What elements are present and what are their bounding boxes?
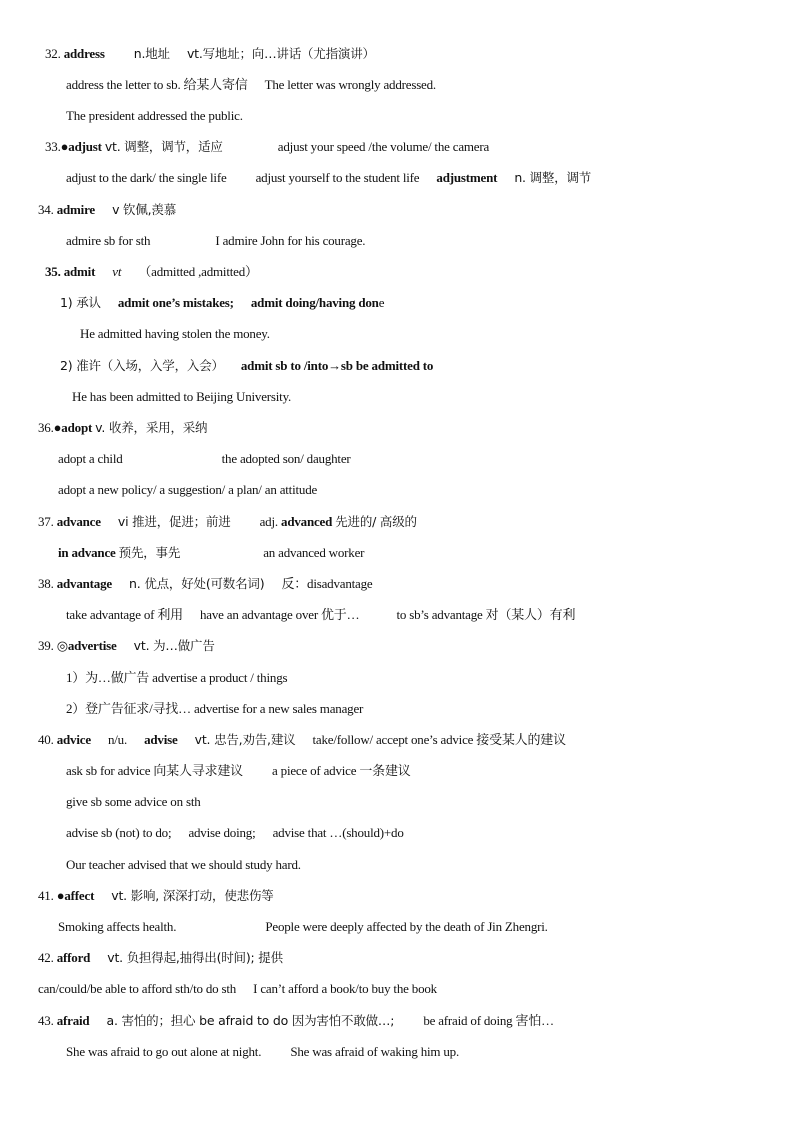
definition: 先进的/ 高级的 (335, 514, 417, 529)
entry-42-example (38, 980, 437, 998)
entry-number: 42. (38, 950, 54, 965)
example-text: adjust your speed /the volume/ the camera (277, 139, 490, 154)
definition: vi 推进，促进；前进 (117, 514, 231, 529)
example-text: 1）为…做广告 advertise a product / things (66, 670, 288, 685)
definition: v 钦佩,羡慕 (112, 202, 177, 217)
entry-number: 32. (45, 46, 61, 61)
headword: advice (56, 732, 91, 747)
part-of-speech: n/u. (107, 732, 128, 747)
example-text: take/follow/ accept one’s advice 接受某人的建议 (312, 732, 566, 747)
usage-pattern: admit doing/having don (250, 295, 379, 310)
entry-40-heading (38, 731, 566, 749)
entry-number: 35. (45, 264, 61, 279)
definition: n. 优点，好处(可数名词) (129, 576, 265, 591)
example-text: I admire John for his courage. (215, 233, 366, 248)
entry-35-heading (45, 263, 258, 281)
entry-33-example (66, 169, 591, 187)
definition: n. 调整，调节 (514, 170, 592, 185)
definition: vt. 忠告,劝告,建议 (194, 732, 296, 747)
entry-40-example (66, 793, 201, 811)
example-text: The letter was wrongly addressed. (264, 77, 436, 92)
example-text: The president addressed the public. (66, 108, 243, 123)
example-text: adjust yourself to the student life (255, 170, 420, 185)
headword: advance (56, 514, 101, 529)
entry-40-example (66, 824, 404, 842)
entry-number: 39. (38, 638, 54, 653)
entry-38-heading (38, 575, 373, 593)
definition: vt. 负担得起,抽得出(时间); 提供 (107, 950, 283, 965)
example-text: 2）登广告征求/寻找… advertise for a new sales manager (66, 701, 364, 716)
phrase: in advance (58, 545, 116, 560)
entry-number: 36. (38, 420, 54, 435)
part-of-speech: vt (112, 264, 122, 279)
definition: a. 害怕的；担心 be afraid to do 因为害怕不敢做…; (106, 1013, 395, 1028)
example-text: give sb some advice on sth (66, 794, 201, 809)
headword: ◎advertise (56, 638, 117, 653)
example-text: ask sb for advice 向某人寻求建议 (66, 763, 243, 778)
entry-number: 41. (38, 888, 54, 903)
example-text: She was afraid of waking him up. (290, 1044, 460, 1059)
headword: ●adjust (60, 139, 102, 154)
derived-word: adjustment (436, 170, 498, 185)
example-text: I can’t afford a book/to buy the book (253, 981, 437, 996)
headword: address (63, 46, 105, 61)
entry-40-example (66, 762, 411, 780)
example-text: She was afraid to go out alone at night. (66, 1044, 262, 1059)
entry-39-sense-2 (66, 700, 363, 718)
definition: vt.写地址；向…讲话（尤指演讲） (186, 46, 375, 61)
entry-32-heading (45, 45, 375, 63)
headword: advantage (56, 576, 112, 591)
entry-35-sense-2 (60, 357, 433, 375)
example-text: adjust to the dark/ the single life (66, 170, 227, 185)
headword: admit (63, 264, 96, 279)
word-forms: （admitted ,admitted） (138, 264, 258, 279)
example-text: a piece of advice 一条建议 (272, 763, 411, 778)
example-text: People were deeply affected by the death of Jin Zhengri. (265, 919, 548, 934)
entry-32-example (66, 76, 436, 94)
entry-41-heading (38, 887, 274, 905)
headword: afraid (56, 1013, 90, 1028)
antonym: 反：disadvantage (281, 576, 373, 591)
definition: vt. 调整，调节，适应 (104, 139, 223, 154)
entry-36-example (58, 481, 317, 499)
example-text: have an advantage over 优于… (200, 607, 360, 622)
entry-39-sense-1 (66, 669, 287, 687)
example-text: adopt a new policy/ a suggestion/ a plan/ an attitude (58, 482, 318, 497)
entry-34-example (66, 232, 365, 250)
sense-label: 2) 准许（入场，入学，入会） (60, 358, 224, 373)
headword: afford (56, 950, 91, 965)
entry-number: 37. (38, 514, 54, 529)
usage-pattern: admit one’s mistakes; (117, 295, 234, 310)
entry-32-example (66, 107, 243, 125)
entry-number: 43. (38, 1013, 54, 1028)
example-text: advise that …(should)+do (272, 825, 404, 840)
usage-pattern: admit sb to /into→sb be admitted to (240, 358, 434, 373)
entry-35-sense-1 (60, 294, 384, 312)
entry-43-example (66, 1043, 459, 1061)
headword: ●adopt (53, 420, 93, 435)
entry-36-example (58, 450, 351, 468)
example-text: advise sb (not) to do; (66, 825, 172, 840)
entry-35-sense-1-example (80, 325, 270, 343)
part-of-speech: adj. (259, 514, 278, 529)
entry-39-heading (38, 637, 215, 655)
headword: admire (56, 202, 95, 217)
definition: n.地址 (133, 46, 170, 61)
example-text: Our teacher advised that we should study hard. (66, 857, 301, 872)
example-text: take advantage of 利用 (66, 607, 183, 622)
entry-42-heading (38, 949, 283, 967)
example-text: Smoking affects health. (58, 919, 177, 934)
entry-number: 38. (38, 576, 54, 591)
example-text: can/could/be able to afford sth/to do sth (38, 981, 237, 996)
example-text: adopt a child (58, 451, 123, 466)
entry-41-example (58, 918, 548, 936)
example-text: advise doing; (188, 825, 256, 840)
entry-38-example (66, 606, 575, 624)
entry-35-sense-2-example (72, 388, 291, 406)
example-text: the adopted son/ daughter (221, 451, 351, 466)
headword: ●affect (56, 888, 95, 903)
example-text: an advanced worker (263, 545, 365, 560)
example-text: He admitted having stolen the money. (80, 326, 270, 341)
entry-36-heading (38, 419, 207, 437)
entry-37-example (58, 544, 364, 562)
example-text: He has been admitted to Beijing University. (72, 389, 292, 404)
entry-number: 34. (38, 202, 54, 217)
definition: 预先，事先 (118, 545, 181, 560)
definition: vt. 影响, 深深打动，使悲伤等 (111, 888, 274, 903)
entry-34-heading (38, 201, 176, 219)
entry-number: 33. (45, 139, 61, 154)
example-text: address the letter to sb. 给某人寄信 (66, 77, 248, 92)
definition: vt. 为…做广告 (133, 638, 215, 653)
definition: v. 收养，采用，采纳 (95, 420, 208, 435)
example-text: to sb’s advantage 对（某人）有利 (396, 607, 576, 622)
derived-word: advanced (281, 514, 333, 529)
entry-number: 40. (38, 732, 54, 747)
example-text: admire sb for sth (66, 233, 151, 248)
headword: advise (144, 732, 178, 747)
usage-pattern: e (378, 295, 385, 310)
entry-43-heading (38, 1012, 554, 1030)
entry-40-example (66, 856, 301, 874)
example-text: be afraid of doing 害怕… (423, 1013, 554, 1028)
entry-33-heading (45, 138, 489, 156)
sense-label: 1) 承认 (60, 295, 101, 310)
entry-37-heading (38, 513, 417, 531)
